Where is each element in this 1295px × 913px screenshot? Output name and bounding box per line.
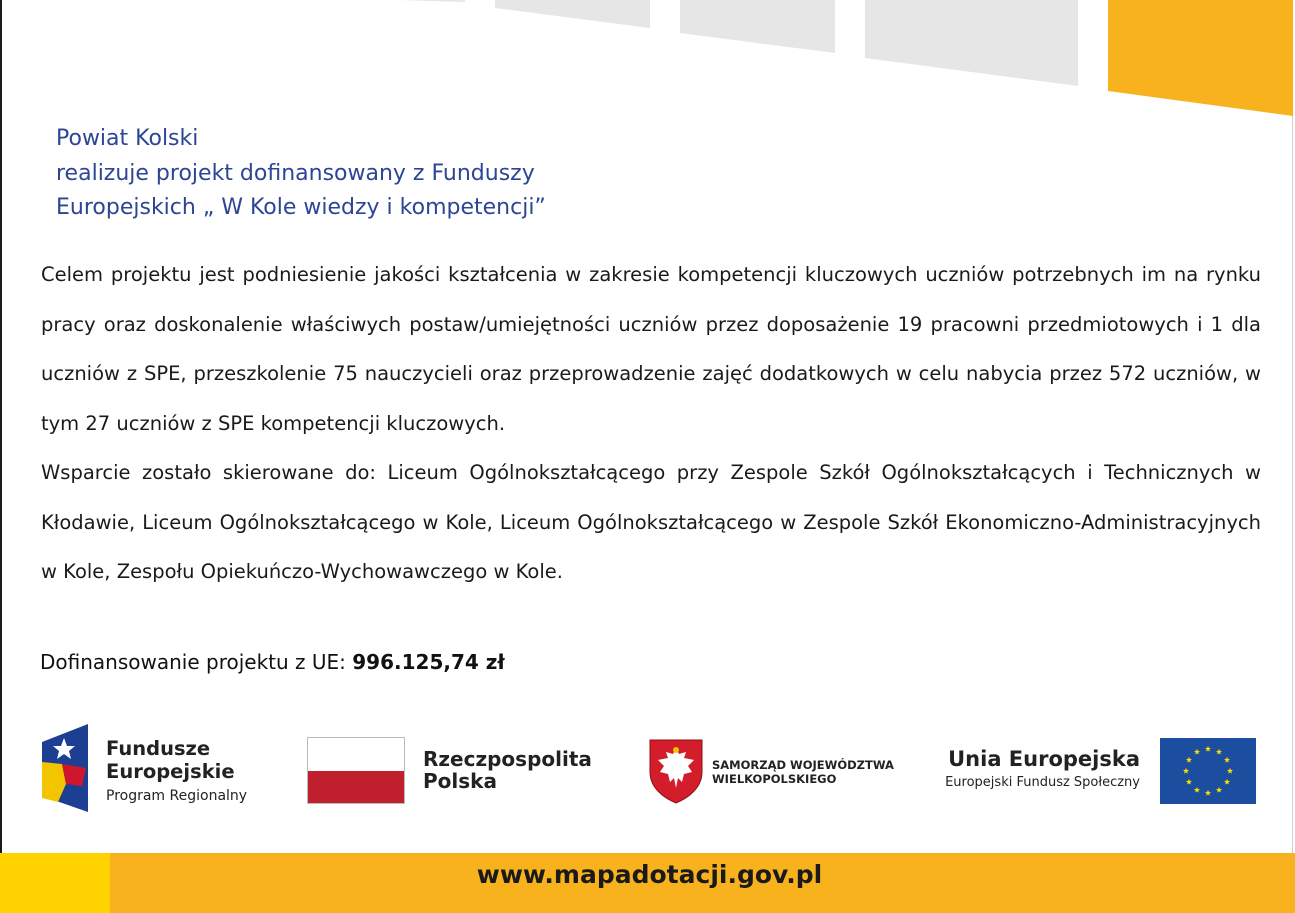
- ue-line-1: Unia Europejska: [948, 747, 1140, 771]
- title-line-3: Europejskich „ W Kole wiedzy i kompetencji”: [56, 195, 546, 220]
- deco-gray-stripe-2: [495, 0, 650, 28]
- funding-label: Dofinansowanie projektu z UE:: [40, 650, 353, 674]
- fe-line-3: Program Regionalny: [106, 788, 248, 804]
- sw-line-1: SAMORZĄD WOJEWÓDZTWA: [712, 758, 894, 772]
- fe-logo-text: [106, 737, 247, 809]
- deco-gray-stripe-3: [680, 0, 835, 53]
- polish-flag-icon: [307, 737, 405, 804]
- project-title: [56, 122, 546, 226]
- funding-line: [40, 650, 505, 674]
- deco-gray-stripe-4: [865, 0, 1078, 86]
- deco-gray-stripe-1: [400, 0, 465, 2]
- sw-logo-text: [712, 758, 894, 786]
- top-decoration: [0, 0, 1295, 130]
- sw-line-2: WIELKOPOLSKIEGO: [712, 772, 837, 786]
- title-line-2: realizuje projekt dofinansowany z Funduszy: [56, 160, 535, 186]
- funding-amount: 996.125,74 zł: [352, 650, 505, 674]
- support-recipients-paragraph: Wsparcie zostało skierowane do: Liceum Ogólnokształcącego przy Zespole Szkół Ogólnokształcących i Technicznych w Kłodawie, Liceum Ogólnokształcącego w Kole, Liceum Ogólnokształcącego w Zespole Szkół Ekonomiczno-Administracyjnych w Kole, Zespołu Opiekuńczo-Wychowawczego w Kole.: [41, 461, 1261, 584]
- project-goal-paragraph: Celem projektu jest podniesienie jakości kształcenia w zakresie kompetencji kluczowych uczniów potrzebnych im na rynku pracy oraz doskonalenie właściwych postaw/umiejętności uczniów przez doposażenie 19 pracowni przedmiotowych i 1 dla uczniów z SPE, przeszkolenie 75 nauczycieli oraz przeprowadzenie zajęć dodatkowych w celu nabycia przez 572 uczniów, w tym 27 uczniów z SPE kompetencji kluczowych.: [41, 263, 1261, 436]
- ue-logo-text: [920, 745, 1140, 793]
- eu-flag-icon: [1160, 738, 1256, 804]
- eagle-coat-of-arms-icon: [648, 738, 704, 804]
- ue-line-2: Europejski Fundusz Społeczny: [945, 775, 1140, 790]
- fe-line-1: Fundusze: [106, 737, 211, 760]
- deco-yellow-stripe: [1108, 0, 1293, 116]
- fundusze-europejskie-star-icon: [42, 724, 90, 812]
- rp-line-1: Rzeczpospolita: [423, 747, 592, 771]
- fe-line-2: Europejskie: [106, 760, 235, 783]
- footer-url-link[interactable]: www.mapadotacji.gov.pl: [476, 860, 823, 889]
- title-line-1: Powiat Kolski: [56, 126, 199, 151]
- rp-logo-text: [423, 748, 592, 792]
- rp-line-2: Polska: [423, 769, 497, 793]
- logos-row: [0, 720, 1295, 820]
